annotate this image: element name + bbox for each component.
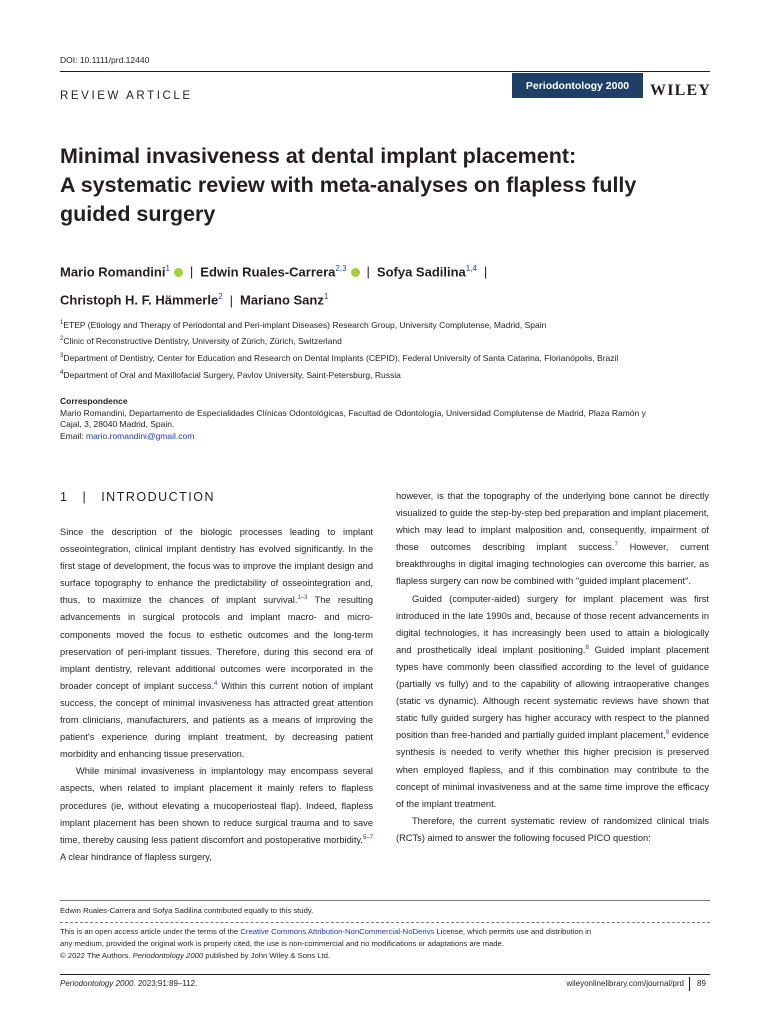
- body-paragraph: [396, 813, 709, 847]
- article-type: REVIEW ARTICLE: [60, 90, 193, 102]
- body-text: Guided (computer-aided) surgery for implant placement was first introduced in the late 1990s and, because of those recent advancements in digital technologies, it has increasingly been used to attain a biologically and prosthetically ideal implant positioning.: [396, 593, 709, 655]
- author-name[interactable]: Christoph H. F. Hämmerle: [60, 292, 219, 308]
- license-text: This is an open access article under the terms of the: [60, 927, 241, 936]
- reference-citation[interactable]: 7: [614, 542, 618, 549]
- affiliation-text: ETEP (Etiology and Therapy of Periodontal and Peri-implant Diseases) Research Group, University Complutense, Madrid, Spain: [63, 320, 547, 330]
- body-column-right: [396, 488, 709, 847]
- affiliation: [60, 353, 618, 363]
- author-line: [60, 284, 720, 312]
- body-column-left: [60, 524, 373, 866]
- author-name[interactable]: Mario Romandini: [60, 264, 166, 280]
- author-name[interactable]: Sofya Sadilina: [376, 264, 466, 280]
- author-separator: |: [229, 292, 234, 308]
- wiley-logo: WILEY: [650, 82, 712, 99]
- orcid-icon[interactable]: [351, 268, 360, 277]
- reference-citation[interactable]: 8: [585, 644, 589, 651]
- affiliation: [60, 370, 401, 380]
- email-label: Email:: [60, 430, 84, 441]
- title-line: A systematic review with meta-analyses on flapless fully: [60, 173, 637, 197]
- correspondence-heading: Correspondence: [60, 396, 128, 406]
- author-affiliation-ref[interactable]: 2,3: [335, 264, 347, 273]
- correspondence-address: Cajal, 3, 28040 Madrid, Spain.: [60, 419, 175, 429]
- body-text: Therefore, the current systematic review of randomized clinical trials (RCTs) aimed to answer the following focused PICO question:: [396, 815, 709, 843]
- reference-citation[interactable]: 5–7: [362, 834, 373, 841]
- affiliation: [60, 320, 546, 330]
- copyright-line: [60, 950, 710, 962]
- body-text: The resulting advancements in surgical protocols and implant macro- and micro-components moved the focus to esthetic outcomes and the long-term preservation of peri-implant tissues. Therefore, during this second era of implant dentistry, relevant additional outcomes were incorporated in the broader concept of implant success.: [60, 595, 373, 691]
- license-text: License, which permits use and distribution in: [434, 927, 592, 936]
- affiliation-number: 4: [60, 370, 64, 377]
- section-divider: |: [82, 490, 88, 504]
- journal-badge: [512, 73, 643, 98]
- correspondence-address: Mario Romandini, Departamento de Especialidades Clínicas Odontológicas, Facultad de Odontología, Universidad Complutense de Madrid, Plaza Ramón y: [60, 407, 646, 418]
- doi: DOI: 10.1111/prd.12440: [60, 55, 150, 65]
- journal-badge-label: Periodontology 2000: [525, 79, 630, 92]
- copyright-text: © 2022 The Authors.: [60, 951, 133, 960]
- affiliation-number: 2: [60, 336, 64, 343]
- body-text: however, is that the topography of the underlying bone cannot be directly visualized to guide the step-by-step bed preparation and implant placement, which may lead to implant malposition and, consequently, impairment of those outcomes describing implant success.: [396, 491, 709, 553]
- body-paragraph: [396, 488, 709, 591]
- license-line: [60, 926, 710, 938]
- affiliation-number: 3: [60, 353, 64, 360]
- body-text: Since the description of the biologic processes leading to implant osseointegration, clinical implant dentistry has evolved significantly. In the first stage of development, the focus was to improve the implant design and surface topography to enhance the predictability of osseointegration and, thus, to maximize the chances of implant survival.: [60, 527, 373, 606]
- body-text: evidence synthesis is needed to verify whether this higher precision is preserved when employed flapless, and if this combination may contribute to the concept of minimal invasiveness and at the same time improve the efficacy of the implant treatment.: [396, 730, 709, 809]
- author-affiliation-ref[interactable]: 2: [218, 292, 223, 302]
- copyright-text: published by John Wiley & Sons Ltd.: [203, 951, 331, 960]
- citation-journal: Periodontology 2000.: [60, 979, 136, 988]
- email-link[interactable]: mario.romandini@gmail.com: [86, 430, 195, 441]
- author-affiliation-ref[interactable]: 1: [323, 292, 329, 302]
- citation: [60, 979, 197, 988]
- correspondence-email-row: [60, 431, 710, 443]
- correspondence: [60, 396, 710, 442]
- contribution-footnote: Edwin Ruales-Carrera and Sofya Sadilina contributed equally to this study.: [60, 906, 314, 915]
- body-paragraph: [396, 591, 709, 813]
- reference-citation[interactable]: 4: [214, 680, 218, 687]
- affiliation-text: Clinic of Reconstructive Dentistry, University of Zürich, Zürich, Switzerland: [63, 336, 342, 346]
- page-separator: [689, 977, 690, 991]
- footnote-dashed-rule: [60, 922, 710, 923]
- author-name[interactable]: Mariano Sanz: [240, 292, 324, 308]
- body-text: Within this current notion of implant success, the concept of minimal invasiveness has attracted great attention from clinicians, manufacturers, and patients as a means of improving the patient's experience during implant treatment, by decreasing patient morbidity and enhancing tissue preservation.: [60, 680, 373, 760]
- section-number: 1: [60, 490, 69, 504]
- author-line: [60, 256, 720, 284]
- body-text: However, current breakthroughs in digital imaging technologies can overcome this barrier, as flapless surgery can now be combined with "guided implant placement".: [396, 542, 709, 587]
- body-paragraph: [60, 763, 373, 866]
- author-list: [60, 256, 720, 313]
- affiliation-number: 1: [60, 320, 64, 327]
- body-paragraph: [60, 524, 373, 763]
- affiliation-text: Department of Oral and Maxillofacial Surgery, Pavlov University, Saint-Petersburg, Russia: [63, 370, 401, 380]
- footnote-rule: [60, 900, 710, 901]
- section-title: INTRODUCTION: [101, 490, 216, 504]
- author-separator: |: [366, 264, 370, 280]
- affiliation-text: Department of Dentistry, Center for Education and Research on Dental Implants (CEPID), Federal University of Santa Catarina, Florianópolis, Brazil: [63, 353, 619, 363]
- license-link[interactable]: Creative Commons Attribution-NonCommercial-NoDerivs: [240, 927, 435, 936]
- body-text: Guided implant placement types have commonly been classified according to the level of guidance (partially vs fully) and to the capability of allowing intraoperative changes (static vs dynamic). Although recent systematic reviews have shown that static fully guided surgery has higher accuracy with respect to the planned position than free-handed and partially guided implant placement,: [396, 644, 709, 741]
- page-number: 89: [697, 979, 706, 988]
- header-rule: [60, 71, 710, 72]
- title-line: guided surgery: [60, 202, 216, 226]
- footer-rule: [60, 974, 710, 975]
- reference-citation[interactable]: 9: [665, 730, 670, 737]
- copyright-journal: Periodontology 2000: [132, 951, 204, 960]
- affiliation: [60, 336, 342, 346]
- citation-details: 2023;91:89–112.: [135, 979, 198, 988]
- body-text: A clear hindrance of flapless surgery,: [60, 851, 212, 862]
- section-heading: [60, 490, 215, 504]
- license-line: any medium, provided the original work is properly cited, the use is non-commercial and no modifications or adaptations are made.: [60, 939, 504, 948]
- author-name[interactable]: Edwin Ruales-Carrera: [200, 264, 336, 280]
- title-line: Minimal invasiveness at dental implant placement:: [60, 144, 577, 168]
- orcid-icon[interactable]: [174, 268, 183, 277]
- license-notice: [60, 926, 710, 962]
- author-separator: |: [483, 264, 488, 280]
- body-text: While minimal invasiveness in implantology may encompass several aspects, when related to implant placement it mainly refers to flapless procedures (ie, without elevating a mucoperiosteal flap). Indeed, flapless implant placement has been shown to reduce surgical trauma and to save time, thereby causing less patient discomfort and postoperative morbidity.: [60, 766, 373, 845]
- author-affiliation-ref[interactable]: 1,4: [465, 264, 477, 273]
- author-affiliation-ref[interactable]: 1: [165, 264, 170, 273]
- website-link[interactable]: wileyonlinelibrary.com/journal/prd: [566, 979, 684, 988]
- article-title: [60, 142, 720, 229]
- author-separator: |: [189, 264, 194, 280]
- reference-citation[interactable]: 1–3: [297, 595, 308, 602]
